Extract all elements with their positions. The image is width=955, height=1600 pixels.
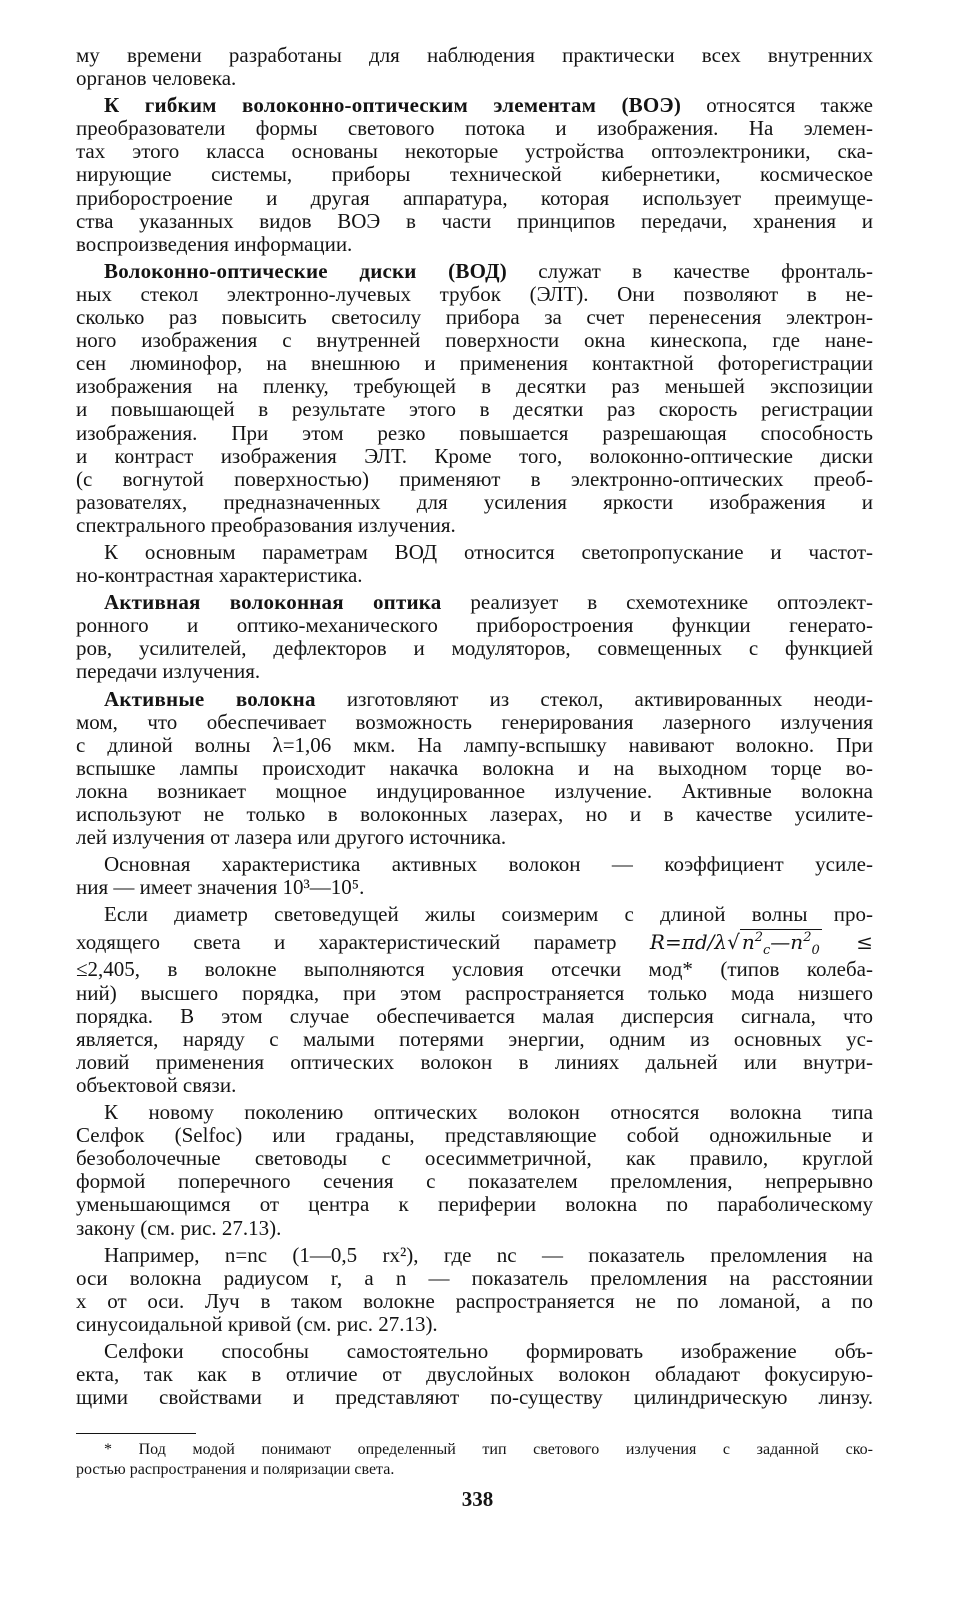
text-line — [76, 94, 873, 117]
text-line: и контраст изображения ЭЛТ. Кроме того, волоконно-оптические диски — [76, 444, 873, 468]
footnote-divider — [76, 1433, 196, 1434]
formula-characteristic-parameter — [649, 929, 873, 959]
text-line: му времени разработаны для наблюдения практически всех внутренних — [76, 44, 873, 67]
text-line: ных стекол электронно-лучевых трубок (ЭЛТ). Они позволяют в не- — [76, 282, 873, 306]
text-line: передачи излучения. — [76, 660, 261, 684]
text-line: тах этого класса основаны некоторые устройства оптоэлектроники, ска- — [76, 140, 873, 164]
text-line — [76, 591, 873, 614]
formula-exponent: 2 — [754, 930, 764, 946]
text-line: безоболочечные световоды с осесимметричной, как правило, круглой — [76, 1147, 873, 1171]
text-fragment: реализует в схемотехнике оптоэлект- — [441, 591, 873, 615]
text-line — [76, 260, 873, 283]
text-line: щими свойствами и представляют по-существу цилиндрическую линзу. — [76, 1386, 873, 1410]
text-line: ловий применения оптических волокон в линиях дальней или внутри- — [76, 1050, 873, 1074]
text-line: формой поперечного сечения с показателем преломления, непрерывно — [76, 1170, 873, 1194]
formula-subscript-c: c — [763, 943, 771, 959]
text-line: разователях, предназначенных для усиления яркости изображения и — [76, 490, 873, 514]
text-line: изображения. При этом резко повышается разрешающая способность — [76, 421, 873, 445]
text-line: ства указанных видов ВОЭ в части принципов передачи, хранения и — [76, 209, 873, 233]
text-line: К новому поколению оптических волокон относятся волокна типа — [104, 1101, 873, 1125]
text-line: x от оси. Луч в таком волокне распространяется не по ломаной, а по — [76, 1289, 873, 1313]
text-line: и повышающей в результате этого в десятки раз скорость регистрации — [76, 398, 873, 422]
text-line — [76, 926, 873, 958]
term-bold: Активная волоконная оптика — [104, 591, 442, 615]
footnote-line: ростью распространения и поляризации света. — [76, 1461, 395, 1478]
text-line: лей излучения от лазера или другого источника. — [76, 826, 507, 850]
footnote — [76, 1440, 873, 1480]
text-line: мом, что обеспечивает возможность генерирования лазерного излучения — [76, 710, 873, 734]
text-line: Основная характеристика активных волокон — коэффициент усиле- — [104, 853, 873, 877]
text-line: Селфоки способны самостоятельно формировать изображение объ- — [104, 1339, 873, 1363]
text-line: но-контрастная характеристика. — [76, 564, 363, 588]
text-fragment: изготовляют из стекол, активированных неоди- — [315, 687, 873, 711]
paragraph — [76, 853, 873, 899]
page-body — [76, 44, 873, 1409]
text-line: Например, n=nс (1—0,5 rx²), где nс — показатель преломления на — [104, 1243, 873, 1267]
term-bold: Волоконно-оптические диски (ВОД) — [104, 259, 507, 283]
text-line: преобразователи формы светового потока и изображения. На элемен- — [76, 117, 873, 141]
paragraph — [76, 591, 873, 683]
formula-var-n: n — [741, 930, 755, 955]
term-bold: Активные волокна — [104, 687, 316, 711]
text-line: изображения на пленку, требующей в десятки раз меньшей экспозиции — [76, 375, 873, 399]
paragraph — [76, 903, 873, 1097]
text-line: ного изображения с внутренней поверхности окна кинескопа, где нане- — [76, 329, 873, 353]
formula-exponent: 2 — [803, 930, 812, 946]
sqrt-sign: √ — [727, 930, 740, 955]
text-line: ров, усилителей, дефлекторов и модуляторов, совмещенных с функцией — [76, 637, 873, 661]
term-bold: К гибким волоконно-оптическим элементам (ВОЭ) — [104, 94, 682, 118]
text-line: ронного и оптико-механического приборостроения функции генерато- — [76, 614, 873, 638]
text-fragment: относятся также — [681, 94, 873, 118]
text-line: оси волокна радиусом r, а n — показатель преломления на расстоянии — [76, 1266, 873, 1290]
text-line: используют не только в волоконных лазерах, но и в качестве усилите- — [76, 803, 873, 826]
text-line: Если диаметр световедущей жилы соизмерим с длиной волны про- — [104, 903, 873, 927]
text-line: екта, так как в отличие от двуслойных волокон обладают фокусирую- — [76, 1363, 873, 1387]
paragraph — [76, 1244, 873, 1336]
text-line: вспышке лампы происходит накачка волокна и на выходном торце во- — [76, 756, 873, 780]
formula-lhs: R=πd/λ — [649, 930, 728, 955]
text-line: ния — имеет значения 10³—10⁵. — [76, 876, 365, 900]
text-fragment: ходящего света и характеристический параметр — [76, 930, 617, 955]
text-line: синусоидальной кривой (см. рис. 27.13). — [76, 1312, 438, 1336]
text-line: уменьшающимся от центра к периферии волокна по параболическому — [76, 1193, 873, 1217]
formula-le: ≤ — [856, 930, 873, 955]
text-line: приборостроение и другая аппаратура, которая использует преимуще- — [76, 186, 873, 210]
text-line: воспроизведения информации. — [76, 232, 353, 256]
text-line: ≤2,405, в волокне выполняются условия отсечки мод* (типов колеба- — [76, 958, 873, 982]
paragraph — [76, 44, 873, 90]
text-line: закону (см. рис. 27.13). — [76, 1216, 282, 1240]
page-number: 338 — [461, 1487, 494, 1511]
formula-minus: — — [770, 930, 791, 955]
text-line: сколько раз повысить светосилу прибора за счет перенесения электрон- — [76, 306, 873, 330]
paragraph — [76, 1340, 873, 1409]
paragraph — [76, 688, 873, 850]
text-fragment: служат в качестве фронталь- — [506, 259, 873, 283]
paragraph — [76, 1101, 873, 1240]
formula-subscript-0: 0 — [811, 943, 820, 959]
text-line: порядка. В этом случае обеспечивается малая дисперсия сигнала, что — [76, 1004, 873, 1028]
formula-var-n: n — [790, 930, 804, 955]
text-line: локна возникает мощное индуцированное излучение. Активные волокна — [76, 779, 873, 803]
paragraph — [76, 260, 873, 537]
text-line: (с вогнутой поверхностью) применяют в электронно-оптических преоб- — [76, 467, 873, 491]
text-line — [76, 688, 873, 711]
footnote-line: * Под модой понимают определенный тип светового излучения с заданной ско- — [104, 1441, 873, 1458]
text-line: объектовой связи. — [76, 1073, 237, 1097]
paragraph — [76, 541, 873, 587]
sqrt-radicand — [740, 929, 822, 959]
text-line: спектрального преобразования излучения. — [76, 513, 456, 537]
text-line: ний) высшего порядка, при этом распространяется только мода низшего — [76, 981, 873, 1005]
text-line: нирующие системы, приборы технической кибернетики, космическое — [76, 163, 873, 187]
text-line: сен люминофор, на внешнюю и применения контактной фоторегистрации — [76, 352, 873, 376]
text-line: является, наряду с малыми потерями энергии, одним из основных ус- — [76, 1027, 873, 1051]
text-line: Селфок (Selfoc) или граданы, представляющие собой одножильные и — [76, 1124, 873, 1148]
text-line: К основным параметрам ВОД относится светопропускание и частот- — [104, 540, 873, 564]
paragraph — [76, 94, 873, 256]
text-line: органов человека. — [76, 67, 237, 91]
text-line: с длиной волны λ=1,06 мкм. На лампу-вспышку навивают волокно. При — [76, 733, 873, 757]
